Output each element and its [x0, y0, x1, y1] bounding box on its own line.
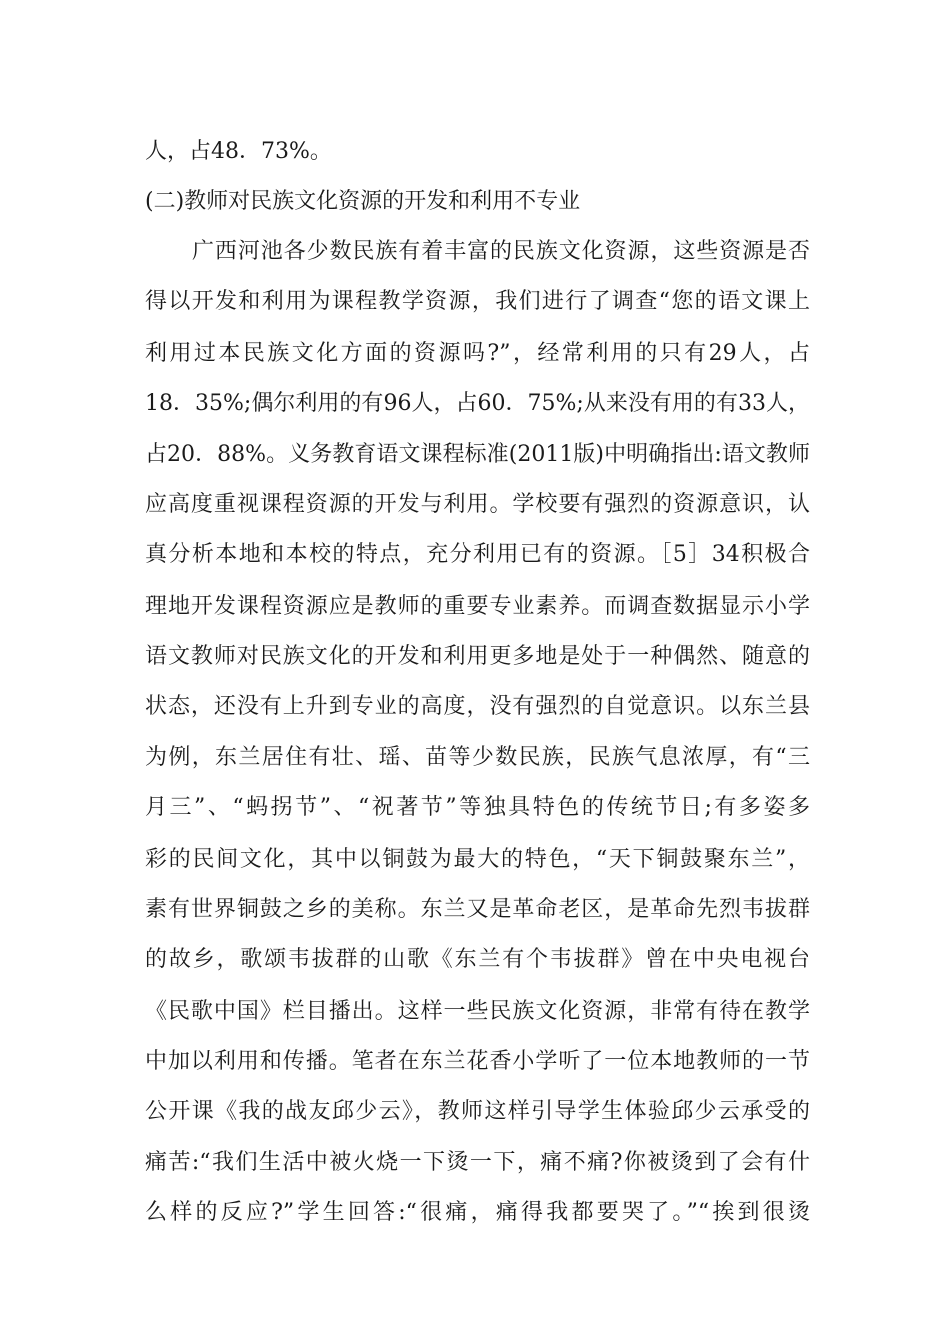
text-line: 利用过本民族文化方面的资源吗?”，经常利用的只有29人，占 [145, 341, 810, 366]
text-line: 占20．88%。义务教育语文课程标准(2011版)中明确指出:语文教师 [145, 442, 810, 467]
text-line: 中加以利用和传播。笔者在东兰花香小学听了一位本地教师的一节 [145, 1049, 810, 1074]
text-line: 得以开发和利用为课程教学资源，我们进行了调查“您的语文课上 [145, 289, 810, 314]
text-line: 么样的反应?”学生回答:“很痛，痛得我都要哭了。”“挨到很烫 [145, 1200, 810, 1225]
text-line: 人，占48．73%。 [145, 139, 332, 164]
text-line: 语文教师对民族文化的开发和利用更多地是处于一种偶然、随意的 [145, 644, 810, 669]
text-line: 痛苦:“我们生活中被火烧一下烫一下，痛不痛?你被烫到了会有什 [145, 1150, 810, 1175]
text-line: 状态，还没有上升到专业的高度，没有强烈的自觉意识。以东兰县 [145, 694, 810, 719]
text-line: 的故乡，歌颂韦拔群的山歌《东兰有个韦拔群》曾在中央电视台 [145, 947, 810, 972]
text-line: 真分析本地和本校的特点，充分利用已有的资源。［5］34积极合 [145, 542, 810, 567]
paragraph-first-line: 广西河池各少数民族有着丰富的民族文化资源，这些资源是否 [192, 239, 810, 264]
text-line: 理地开发课程资源应是教师的重要专业素养。而调查数据显示小学 [145, 594, 810, 619]
section-heading: (二)教师对民族文化资源的开发和利用不专业 [145, 189, 581, 214]
text-line: 公开课《我的战友邱少云》，教师这样引导学生体验邱少云承受的 [145, 1099, 810, 1124]
text-line: 月三”、“蚂拐节”、“祝著节”等独具特色的传统节日;有多姿多 [145, 795, 810, 820]
text-line: 《民歌中国》栏目播出。这样一些民族文化资源，非常有待在教学 [145, 999, 810, 1024]
text-line: 为例，东兰居住有壮、瑶、苗等少数民族，民族气息浓厚，有“三 [145, 745, 810, 770]
text-line: 应高度重视课程资源的开发与利用。学校要有强烈的资源意识，认 [145, 492, 810, 517]
text-line: 素有世界铜鼓之乡的美称。东兰又是革命老区，是革命先烈韦拔群 [145, 897, 810, 922]
text-line: 18．35%;偶尔利用的有96人，占60．75%;从来没有用的有33人， [145, 391, 810, 416]
text-line: 彩的民间文化，其中以铜鼓为最大的特色，“天下铜鼓聚东兰”， [145, 847, 810, 872]
